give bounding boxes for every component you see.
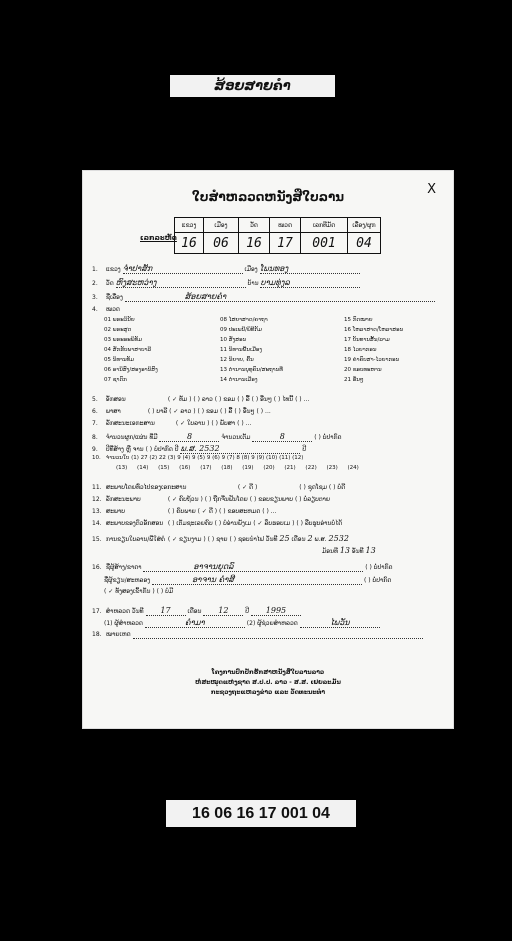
field-label: ມ້ອນທີ: [322, 548, 338, 555]
category-option: 05 ນິທານທັມ: [104, 357, 135, 363]
row-number: 10.: [92, 455, 101, 461]
category-option: 15 ກົດໝາຍ: [344, 317, 373, 323]
row-scribe-options: ( ✓ ທັງສອງເຂົ້າກັນ ) ( ) ບໍ່ມີ: [104, 588, 174, 595]
category-option: 07 ຊາດົກ: [104, 377, 127, 383]
footer-line: ຫໍສະໝຸດແຫ່ງຊາດ ສ.ປ.ປ. ລາວ - ສ.ສ. ເຢຍລະມັນ: [195, 679, 341, 686]
row-number: 15.: [92, 536, 102, 543]
row-language: 6. ພາສາ ( ) ບາລີ ( ✓ ລາວ ) ( ) ຂອມ ( ) ລື້ ( ) ອື່ນໆ ( ) ...: [92, 408, 271, 415]
code-label: ເລກລະຫັດ: [140, 234, 177, 242]
row-number: 5.: [92, 396, 98, 403]
leaf-count: (5) 9: [197, 455, 211, 461]
field-label: ລັກສະນະເອກະສານ: [105, 420, 155, 427]
row-number: 18.: [92, 631, 102, 638]
option-label: ບາລີ: [156, 408, 168, 415]
option-label: ບໍ່ລຽບຕາຍ: [303, 496, 331, 503]
field-value: 1995: [251, 606, 301, 616]
row-material: 7. ລັກສະນະເອກະສານ ( ✓ ໃບລານ ) ( ) ພັບສາ ( ) ...: [92, 420, 252, 427]
corner-mark: X: [427, 182, 436, 197]
row-number: 6.: [92, 408, 98, 415]
field-value: ໄພວັນ: [300, 618, 380, 628]
option-label: ລຶບຮອບເມ: [264, 520, 291, 527]
leaf-count: (4) 9: [182, 455, 196, 461]
field-label: ຊື່ຜູ້ສ້າງ/ຂາດາ: [105, 564, 142, 571]
field-value: ພ.ສ. 2532: [180, 444, 300, 454]
option-label: ຂອບຂຽນພາບ: [258, 496, 294, 503]
field-label: ວັນທີ: [265, 536, 278, 543]
field-value: 8: [159, 432, 219, 442]
row-state: 13. ສະພາບ ( ) ຄົບພາຍ ( ✓ ດີ ) ( ) ຂອບສະຫມດ ( ) ...: [92, 508, 277, 515]
field-label: ຈໍານວນຜູກ/ແຜ່ນ ທີ່ມີ: [105, 434, 158, 441]
row-creator: 16. ຊື່ຜູ້ສ້າງ/ຂາດາ ອາຈານຍຸດລົ ( ) ບໍ່ປາກົດ: [92, 562, 393, 571]
field-label: ໝວດ: [105, 306, 120, 313]
field-label: ສໍາຫລວດ ວັນທີ: [105, 608, 144, 615]
leaf-count: (8) 9: [241, 455, 255, 461]
category-option: 16 ໂຫລາສາດ/ໂຫລາສອນ: [344, 327, 404, 333]
row-survey-date: [92, 606, 301, 616]
code-value: 16: [175, 233, 204, 254]
leaf-count: (15): [158, 465, 170, 471]
field-value: ອາຈານຍຸດລົ: [143, 562, 363, 572]
leaf-count: (18): [221, 465, 233, 471]
leaf-count: (10): [266, 455, 278, 461]
leaf-count: (22): [305, 465, 317, 471]
row-writing: 15. ການຂຽນໃບລານ/ພີ່ໃສ່ຄໍ ( ✓ ຂຽນງາມ ) ( ) ຊາຍ ( ) ຊອບນໍາໄຟ ວັນທີ 25 ເດືອນ 2 ພ.ສ. 2532: [92, 534, 349, 543]
survey-form: [82, 170, 454, 729]
option-label: ບໍ່ມີ: [165, 588, 174, 595]
field-value: 8: [252, 432, 312, 442]
option-label: ບໍ່ປາກົດ: [154, 446, 173, 453]
form-footer: [82, 668, 454, 698]
category-option: 18 ໄວຍາກອນ: [344, 347, 377, 353]
option-label: ອື່ນໆ: [242, 408, 255, 415]
field-value: ອາຈານ ຄຳສີ: [152, 575, 362, 585]
footer-line: ກະຊວງຖະແຫລງຂ່າວ ແລະ ວັດທະນະທໍາ: [210, 689, 326, 696]
field-label: ອັກສອນ: [105, 396, 126, 403]
row-writing-2: [322, 546, 376, 555]
option-label: ບໍ່ປາກົດ: [322, 434, 342, 441]
leaf-count: (24): [347, 465, 359, 471]
option-label: ຂຽນງາມ: [179, 536, 202, 543]
field-label: ສະພາບຂອງຕົວອັກສອນ: [105, 520, 164, 527]
field-label: ປີ: [302, 446, 307, 453]
row-number: 11.: [92, 484, 102, 491]
field-label: ປີທີ່ສ້າງ ຫຼື ຈານ: [105, 446, 144, 453]
option-label: ຖືກຈີ່ນຟັນໂດຍ: [213, 496, 248, 503]
code-header: ວັດ: [239, 218, 270, 233]
category-option: 12 ນິຍາຍ, ຄົ້ນ: [220, 357, 254, 363]
field-label: ຈໍານວນໃບ: [105, 455, 130, 461]
option-label: ທັງສອງເຂົ້າກັນ: [115, 588, 151, 595]
leaf-count: (1) 27: [131, 455, 148, 461]
option-label: ລືບຮູບອ່ານບໍ່ໄດ້: [304, 520, 343, 527]
row-province: [92, 264, 360, 274]
row-condition: 11. ສະພາບໂດຍທົ່ວໄປຂອງເອກະສານ ( ✓ ດີ ) ( ) ຊຸດໂຊມ ( ) ບໍ່ດີ: [92, 484, 346, 491]
option-label: ບໍ່ດີ: [337, 484, 346, 491]
field-label: ສະພາບ: [105, 508, 126, 515]
row-year: 9. ປີທີ່ສ້າງ ຫຼື ຈານ ( ) ບໍ່ປາກົດ ປີ ພ.ສ. 2532 ປີ: [92, 444, 307, 453]
category-list-left: [104, 315, 158, 385]
row-number: 9.: [92, 446, 98, 453]
category-option: 20 ຂອບທະຫານ: [344, 367, 382, 373]
option-label: ຊາຍ: [216, 536, 228, 543]
option-label: ໃບລານ: [187, 420, 206, 427]
row-number: 4.: [92, 306, 98, 313]
option-label: ບໍ່ອ່ານພັງເມ: [223, 520, 252, 527]
option-label: ບໍ່ປາກົດ: [372, 577, 392, 584]
code-header: ເລື່ອງ/ຜູກ: [348, 218, 381, 233]
field-value: ຈໍາປາສັກ: [123, 264, 243, 274]
field-label: ພ.ສ.: [314, 536, 327, 543]
option-label: ລື້: [245, 396, 250, 403]
row-number: 3.: [92, 294, 98, 301]
row-number: 17.: [92, 608, 102, 615]
leaf-count: (3) 9: [167, 455, 181, 461]
row-letter-state: 14. ສະພາບຂອງຕົວອັກສອນ ( ) ເຕັມຊະເລຍຄົບ ( ) ບໍ່ອ່ານພັງເມ ( ✓ ລຶບຮອບເມ ) ( ) ລືບຮູບອ່ານບໍ່ໄດ້: [92, 520, 343, 527]
row-remarks: [92, 631, 423, 639]
option-label: ຂອມ: [205, 408, 219, 415]
leaf-count: (13): [116, 465, 128, 471]
field-label: ຊື່ຜູ້ຂຽນ/ສະຫລອງ: [104, 577, 151, 584]
row-number: 14.: [92, 520, 102, 527]
option-label: ລື້: [228, 408, 233, 415]
form-title: ໃບສໍາຫລວດຫນັງສືໃບລານ: [191, 190, 345, 204]
code-value: 001: [301, 233, 348, 254]
category-list-mid: [220, 315, 283, 385]
field-label: (2) ຜູ້ຊ່ວຍສໍາຫລວດ: [246, 620, 298, 627]
category-option: 14 ຕໍານານເມືອງ: [220, 377, 258, 383]
category-option: 04 ສັກຮັບພາສາບາລີ: [104, 347, 152, 353]
option-label: ...: [303, 396, 310, 403]
leaf-count: (6) 9: [212, 455, 226, 461]
code-header: ເມືອງ: [204, 218, 239, 233]
category-option: 17 ບັນທານສັ້ນ/ລາມ: [344, 337, 390, 343]
footer-line: ໂຄງການປົກປັກຮັກສາຫນັງສືໃບລານລາວ: [211, 669, 325, 676]
row-surveyors: [104, 618, 380, 628]
option-label: ເຕັມຊະເລຍຄົບ: [176, 520, 213, 527]
code-value: 06: [204, 233, 239, 254]
field-label: ລັກສະນະພາບ: [105, 496, 141, 503]
field-label: ສະພາບໂດຍທົ່ວໄປຂອງເອກະສານ: [105, 484, 187, 491]
category-option: 19 ຄໍາຄົບສາ-ໄວຍາກອນ: [344, 357, 400, 363]
option-label: ລາວ: [180, 408, 192, 415]
row-leaf-count: [92, 455, 303, 461]
code-header: ແຂວງ: [175, 218, 204, 233]
leaf-count: (11): [279, 455, 291, 461]
row-scribe: ຊື່ຜູ້ຂຽນ/ສະຫລອງ ອາຈານ ຄຳສີ ( ) ບໍ່ປາກົດ: [104, 575, 392, 584]
option-label: ລາວ: [201, 396, 213, 403]
row-number: 1.: [92, 266, 98, 273]
code-header: ເລກທີມັດ: [301, 218, 348, 233]
field-value: ໂພນທອງ: [260, 264, 360, 274]
leaf-count: (12): [292, 455, 304, 461]
field-label: ອັນທີ: [351, 548, 364, 555]
field-value: ຫົງສະຫວ່າງ: [116, 278, 246, 288]
option-label: ທັມ: [179, 396, 188, 403]
code-value: 17: [270, 233, 301, 254]
option-label: ອື່ນໆ: [260, 396, 272, 403]
leaf-count: (14): [137, 465, 149, 471]
field-label: (1) ຜູ້ສໍາຫລວດ: [104, 620, 143, 627]
field-value: 13: [339, 546, 350, 555]
option-label: ...: [265, 408, 271, 415]
field-label: ປີ: [174, 446, 179, 453]
leaf-count: (21): [284, 465, 296, 471]
field-value: ສ້ອຍສາຍຄໍາ: [125, 292, 435, 302]
option-label: ພັບສາ: [219, 420, 236, 427]
field-label: ວັດ: [105, 280, 114, 287]
leaf-count: (9): [256, 455, 265, 461]
leaf-count: (16): [179, 465, 191, 471]
leaf-count: (19): [242, 465, 254, 471]
leaf-count: (7) 8: [226, 455, 240, 461]
field-value: ບາມທຸ່ງລ: [260, 278, 360, 288]
code-header: ໝວດ: [270, 218, 301, 233]
category-option: 10 ສັ່ງສອນ: [220, 337, 247, 343]
header-label: ສ້ອຍສາຍຄໍາ: [170, 75, 335, 97]
field-label: ເດືອນ: [187, 608, 202, 615]
row-temple: [92, 278, 360, 288]
field-value: 12: [203, 606, 243, 616]
leaf-count: (23): [326, 465, 338, 471]
field-label: ບ້ານ: [247, 280, 259, 287]
option-label: ດີ: [249, 484, 254, 491]
category-option: 03 ພຣະອະພິທັມ: [104, 337, 142, 343]
field-label: ເມືອງ: [244, 266, 258, 273]
row-title: [92, 292, 435, 302]
leaf-count: (2) 22: [149, 455, 166, 461]
field-value: 17: [146, 606, 186, 616]
option-label: ຂອບສະຫມດ: [227, 508, 261, 515]
field-value: 2: [307, 534, 313, 543]
code-table: [174, 217, 381, 254]
category-option: 13 ຕໍານານບຸທຸຄົນ/ສະຖານທີ່: [220, 367, 283, 373]
option-label: ...: [270, 508, 277, 515]
option-label: ດີ: [208, 508, 213, 515]
option-label: ຊອບນໍາໄຟ: [237, 536, 264, 543]
row-appearance: 12. ລັກສະນະພາບ ( ✓ ຄົບຖ້ວນ ) ( ) ຖືກຈີ່ນຟັນໂດຍ ( ) ຂອບຂຽນພາບ ( ) ບໍ່ລຽບຕາຍ: [92, 496, 331, 503]
row-number: 8.: [92, 434, 98, 441]
field-value: 13: [365, 546, 376, 555]
category-option: 09 ປະເພນີ/ພິທີກັມ: [220, 327, 262, 333]
category-option: 02 ພຣະສູດ: [104, 327, 132, 333]
category-option: 01 ພຣະວິນັຍ: [104, 317, 135, 323]
record-id-label: 16 06 16 17 001 04: [166, 800, 356, 827]
field-label: ຊື່ເລື່ອງ: [105, 294, 123, 301]
field-label: ເດືອນ: [291, 536, 306, 543]
row-number: 13.: [92, 508, 102, 515]
field-label: ຈໍານວນເຕັມ: [221, 434, 251, 441]
field-value: ຄໍາມາ: [145, 618, 245, 628]
code-value: 04: [348, 233, 381, 254]
row-script: 5. ອັກສອນ ( ✓ ທັມ ) ( ) ລາວ ( ) ຂອມ ( ) ລື້ ( ) ອື່ນໆ ( ) ໄທນີ້ ( ) ...: [92, 396, 310, 403]
option-label: ...: [245, 420, 252, 427]
category-option: 11 ນິທານພື້ນເມືອງ: [220, 347, 263, 353]
category-option: 06 ອານິສົງ/ສອງອານິສົງ: [104, 367, 158, 373]
leaf-count: (17): [200, 465, 212, 471]
option-label: ຄົບຖ້ວນ: [179, 496, 199, 503]
option-label: ບໍ່ປາກົດ: [373, 564, 393, 571]
field-label: ໝາຍເຫດ: [105, 631, 131, 638]
row-number: 16.: [92, 564, 102, 571]
category-option: 08 ໄສຍາສາດ/ຄາຖາ: [220, 317, 268, 323]
leaf-count: (20): [263, 465, 275, 471]
field-value: 2532: [328, 534, 349, 543]
field-value: 25: [279, 534, 290, 543]
option-label: ໄທນີ້: [282, 396, 294, 403]
category-list-right: [344, 315, 403, 385]
field-label: ພາສາ: [105, 408, 121, 415]
code-value: 16: [239, 233, 270, 254]
option-label: ຂອມ: [223, 396, 236, 403]
row-leaf-count-2: [116, 465, 359, 471]
row-category: [92, 306, 120, 313]
row-number: 7.: [92, 420, 98, 427]
field-label: ການຂຽນໃບລານ/ພີ່ໃສ່ຄໍ: [105, 536, 166, 543]
row-number: 2.: [92, 280, 98, 287]
option-label: ຊຸດໂຊມ: [307, 484, 327, 491]
option-label: ຄົບພາຍ: [176, 508, 196, 515]
field-label: ປີ: [245, 608, 250, 615]
category-option: 21 ອື່ນໆ: [344, 377, 364, 383]
row-bundles: 8. ຈໍານວນຜູກ/ແຜ່ນ ທີ່ມີ 8 ຈໍານວນເຕັມ 8 ( ) ບໍ່ປາກົດ: [92, 432, 342, 441]
field-label: ແຂວງ: [105, 266, 121, 273]
row-number: 12.: [92, 496, 102, 503]
